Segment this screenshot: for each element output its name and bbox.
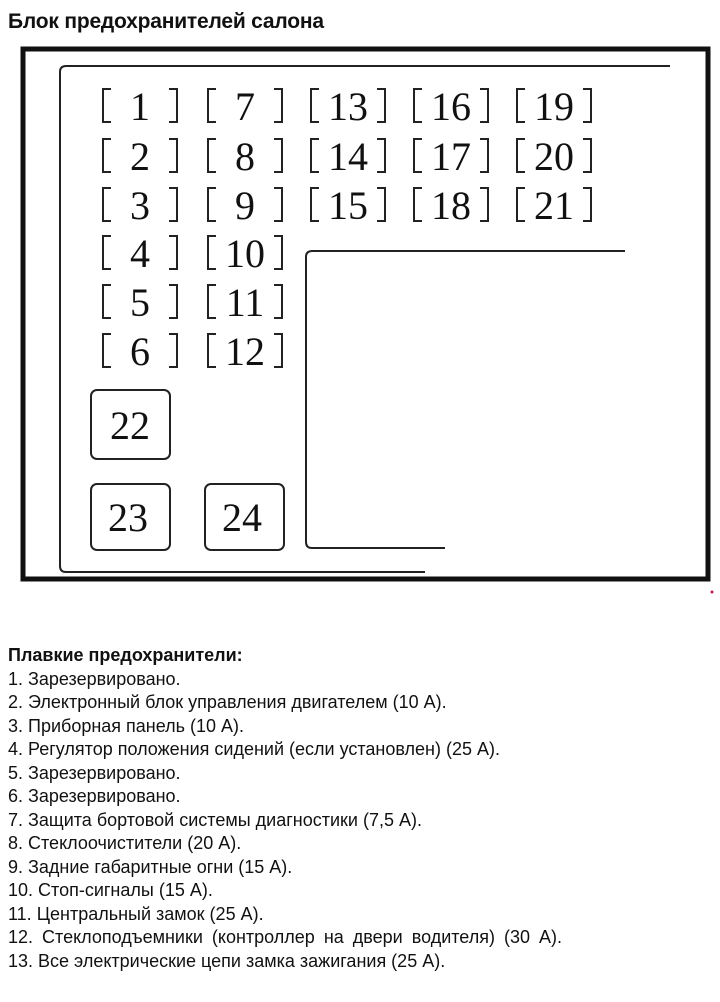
fuse-slot (103, 231, 177, 276)
fuse-slot (517, 183, 591, 228)
fuse-number: 24 (222, 495, 262, 540)
fuse-slot (517, 134, 591, 179)
fuse-slot (103, 329, 177, 374)
fuse-number: 10 (225, 231, 265, 276)
fuse-slot (208, 84, 282, 129)
fuse-slot (208, 231, 282, 276)
page-title: Блок предохранителей салона (8, 10, 324, 33)
fuse-slot (311, 84, 385, 129)
fuse-number: 19 (534, 84, 574, 129)
fuse-number: 9 (235, 183, 255, 228)
fuse-number: 13 (328, 84, 368, 129)
fuse-column-4 (414, 84, 488, 228)
fuse-slot (208, 280, 282, 325)
fuse-number: 14 (328, 134, 368, 179)
fuse-number: 15 (328, 183, 368, 228)
legend-item: 1. Зарезервировано. (8, 668, 181, 689)
fuse-number: 23 (108, 495, 148, 540)
fuse-column-3 (311, 84, 385, 228)
legend-item: 8. Стеклоочистители (20 А). (8, 833, 242, 853)
fuse-number: 8 (235, 134, 255, 179)
fuse-legend (8, 644, 608, 973)
fuse-slot (208, 183, 282, 228)
fuse-number: 1 (130, 84, 150, 129)
legend-item: 13. Все электрические цепи замка зажигания (25 А). (8, 950, 446, 971)
large-fuse-slot (91, 484, 170, 550)
fuse-number: 7 (235, 84, 255, 129)
fuse-number: 21 (534, 183, 574, 228)
fuse-slot (517, 84, 591, 129)
fuse-slot (414, 134, 488, 179)
fuse-slot (208, 329, 282, 374)
fuse-number: 16 (431, 84, 471, 129)
fuse-number: 12 (225, 329, 265, 374)
legend-item: 10. Стоп-сигналы (15 А). (8, 880, 213, 900)
fuse-slot (414, 84, 488, 129)
large-fuse-slot (205, 484, 284, 550)
legend-item: 2. Электронный блок управления двигателем (10 А). (8, 692, 447, 712)
legend-item: 11. Центральный замок (25 А). (8, 903, 264, 924)
large-fuse-slot (91, 390, 170, 459)
legend-item: 3. Приборная панель (10 А). (8, 715, 245, 736)
legend-item: 6. Зарезервировано. (8, 786, 181, 806)
fuse-number: 2 (130, 134, 150, 179)
fuse-column-1 (103, 84, 177, 374)
fuse-number: 17 (431, 134, 471, 179)
fuse-slot (414, 183, 488, 228)
fuse-number: 22 (110, 403, 150, 448)
legend-heading: Плавкие предохранители: (8, 645, 243, 665)
legend-item: 9. Задние габаритные огни (15 А). (8, 856, 293, 877)
fuse-number: 5 (130, 280, 150, 325)
fuse-slot (103, 183, 177, 228)
fuse-column-2 (208, 84, 282, 374)
fuse-slot (311, 183, 385, 228)
fuse-number: 3 (130, 183, 150, 228)
legend-item: 12. Стеклоподъемники (контроллер на двери водителя) (30 А). (8, 927, 562, 947)
fuse-number: 18 (431, 183, 471, 228)
fuse-slot (311, 134, 385, 179)
fuse-number: 11 (225, 280, 265, 325)
fuse-slot (103, 280, 177, 325)
legend-item: 4. Регулятор положения сидений (если установлен) (25 А). (8, 739, 500, 759)
legend-item: 5. Зарезервировано. (8, 762, 181, 783)
relay-area-outline (306, 251, 625, 548)
dot-mark (711, 591, 714, 594)
fuse-column-5 (517, 84, 591, 228)
fuse-number: 6 (130, 329, 150, 374)
fuse-number: 4 (130, 231, 150, 276)
fuse-number: 20 (534, 134, 574, 179)
fuse-slot (103, 84, 177, 129)
legend-item: 7. Защита бортовой системы диагностики (7,5 А). (8, 809, 422, 830)
fuse-slot (208, 134, 282, 179)
fuse-slot (103, 134, 177, 179)
